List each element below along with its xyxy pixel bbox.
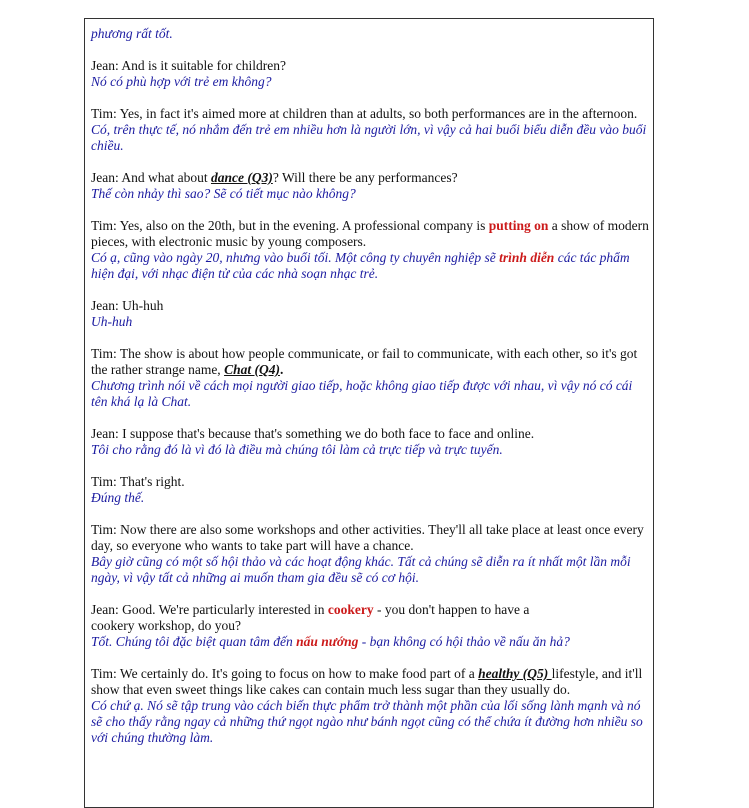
english-line: cookery workshop, do you? <box>91 618 241 633</box>
text: . <box>279 362 284 377</box>
vietnamese-line: Tôi cho rằng đó là vì đó là điều mà chúng tôi làm cả trực tiếp và trực tuyến. <box>91 442 503 457</box>
transcript-block <box>91 666 649 746</box>
transcript-block <box>91 346 649 410</box>
vietnamese-line: Có, trên thực tế, nó nhắm đến trẻ em nhiều hơn là người lớn, vì vậy cả hai buổi biểu diễn đều vào buổi chiều. <box>91 122 647 153</box>
text: ? Will there be any performances? <box>272 170 458 185</box>
highlight-phrase: nấu nướng <box>296 634 359 649</box>
english-line <box>91 346 649 378</box>
highlight-phrase: trình diễn <box>499 250 555 265</box>
transcript-block <box>91 218 649 282</box>
transcript-block <box>91 106 649 154</box>
text: Có ạ, cũng vào ngày 20, nhưng vào buổi tối. Một công ty chuyên nghiệp sẽ <box>91 250 500 265</box>
english-line <box>91 170 649 186</box>
english-line: Tim: Yes, in fact it's aimed more at children than at adults, so both performances are in the afternoon. <box>91 106 638 121</box>
transcript-block <box>91 298 649 330</box>
text: Jean: Good. We're particularly interested in <box>91 602 328 617</box>
english-line: Jean: I suppose that's because that's something we do both face to face and online. <box>91 426 535 441</box>
text: Tim: The show is about how people communicate, or fail to communicate, with each other, so it's got the rather strange name, <box>91 346 638 377</box>
vietnamese-line: Có chứ ạ. Nó sẽ tập trung vào cách biến thực phẩm trở thành một phần của lối sống lành mạnh và nó sẽ cho thấy rằng ngay cả những thứ ngọt ngào như bánh ngọt cũng có thể chứa ít đường hơn nhiều so với chúng thường làm. <box>91 698 643 745</box>
transcript <box>91 26 649 762</box>
vietnamese-line: Uh-huh <box>91 314 133 329</box>
english-line: Tim: That's right. <box>91 474 185 489</box>
vietnamese-line: Đúng thế. <box>91 490 145 505</box>
english-line: Tim: Now there are also some workshops and other activities. They'll all take place at least once every day, so everyone who wants to take part will have a chance. <box>91 522 644 553</box>
vietnamese-line: Chương trình nói về cách mọi người giao tiếp, hoặc không giao tiếp được với nhau, vì vậy nó có cái tên khá lạ là Chat. <box>91 378 633 409</box>
text: Tim: Yes, also on the 20th, but in the evening. A professional company is <box>91 218 489 233</box>
english-line <box>91 218 649 250</box>
vietnamese-line <box>91 250 649 282</box>
answer-q3: dance (Q3) <box>210 170 273 185</box>
answer-q4: Chat (Q4) <box>224 362 280 377</box>
transcript-block <box>91 522 649 586</box>
vietnamese-line: Nó có phù hợp với trẻ em không? <box>91 74 272 89</box>
transcript-block <box>91 170 649 202</box>
transcript-block <box>91 26 649 42</box>
vietnamese-line: Bây giờ cũng có một số hội thảo và các hoạt động khác. Tất cả chúng sẽ diễn ra ít nhất một lần mỗi ngày, vì vậy tất cả những ai muốn tham gia đều sẽ có cơ hội. <box>91 554 631 585</box>
vietnamese-line: phương rất tốt. <box>91 26 173 41</box>
text: Tốt. Chúng tôi đặc biệt quan tâm đến <box>91 634 297 649</box>
highlight-phrase: putting on <box>488 218 549 233</box>
vietnamese-line <box>91 634 649 650</box>
english-line <box>91 666 649 698</box>
text: a show of modern pieces, with electronic music by young composers. <box>91 218 649 249</box>
transcript-block <box>91 426 649 458</box>
english-line: Jean: Uh-huh <box>91 298 164 313</box>
answer-q5: healthy (Q5) <box>478 666 552 681</box>
english-line <box>91 602 649 618</box>
text: Tim: We certainly do. It's going to focus on how to make food part of a <box>91 666 479 681</box>
transcript-block <box>91 474 649 506</box>
highlight-phrase: cookery <box>327 602 374 617</box>
transcript-block <box>91 58 649 90</box>
text: - you don't happen to have a <box>373 602 530 617</box>
text: - bạn không có hội thảo về nấu ăn hả? <box>358 634 570 649</box>
transcript-block <box>91 602 649 650</box>
vietnamese-line: Thế còn nhảy thì sao? Sẽ có tiết mục nào không? <box>91 186 356 201</box>
text: Jean: And what about <box>91 170 211 185</box>
text: các tác phẩm hiện đại, với nhạc điện tử của các nhà soạn nhạc trẻ. <box>91 250 630 281</box>
text: lifestyle, and it'll show that even sweet things like cakes can contain much less sugar than they usually do. <box>91 666 643 697</box>
english-line: Jean: And is it suitable for children? <box>91 58 286 73</box>
